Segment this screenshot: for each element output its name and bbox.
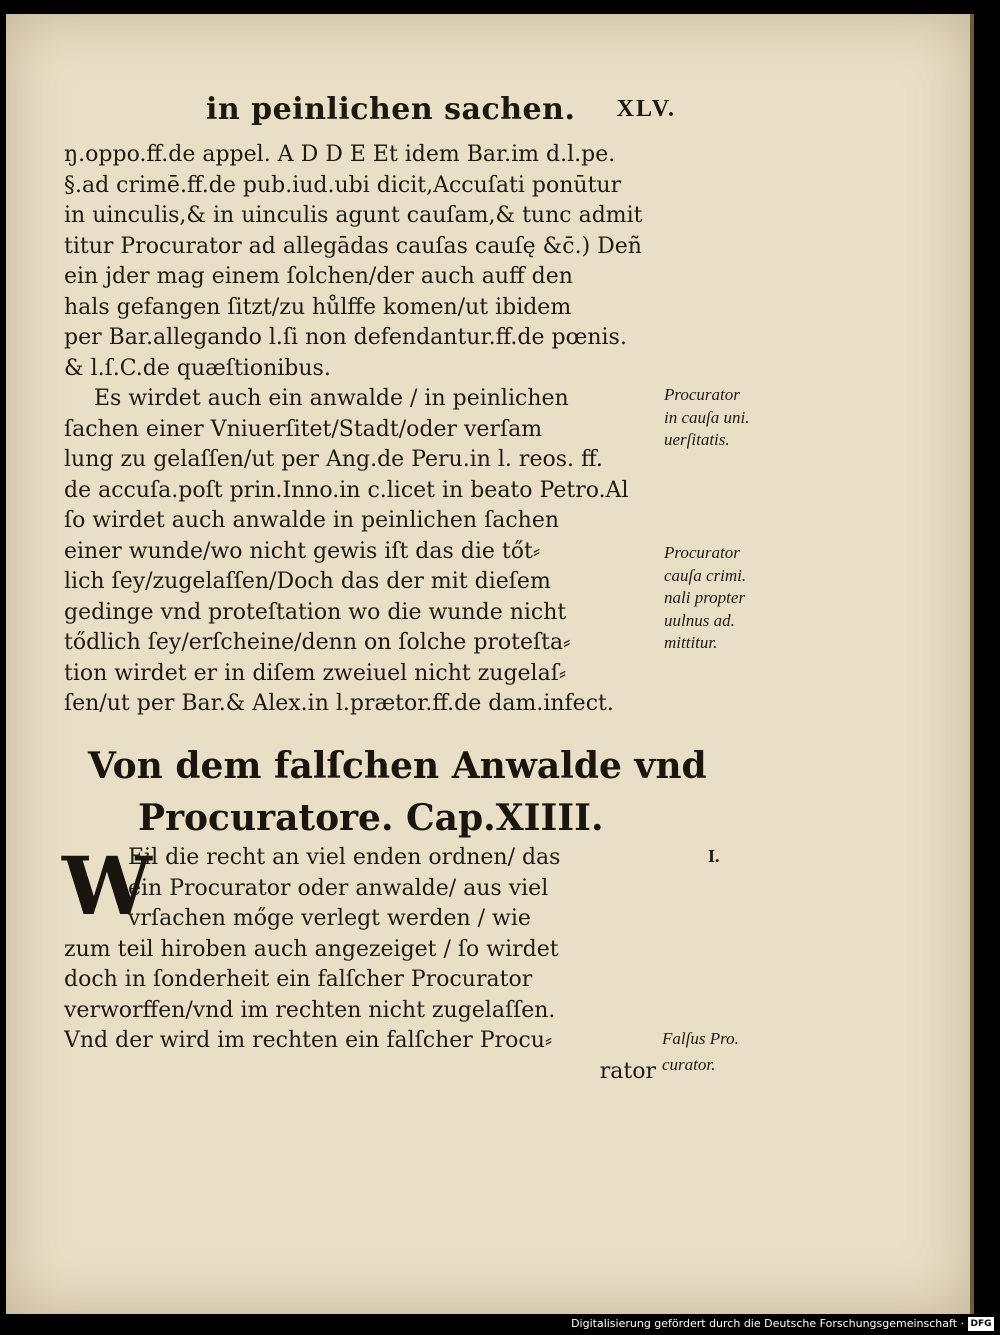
margin-note-line: uerſitatis. (664, 430, 730, 449)
margin-note-procurator-universitatis (664, 384, 794, 452)
text-line: verworffen/vnd im rechten nicht zugelaſſen. (64, 997, 556, 1023)
text-line: titur Procurator ad allegādas cauſas cauſę &c̄.) Deñ (64, 233, 642, 259)
chapter-heading-line: Von dem falſchen Anwalde vnd (88, 745, 707, 787)
margin-note-line: nali propter (664, 588, 746, 607)
margin-note-line: Falſus Pro. (662, 1029, 739, 1048)
text-line: lung zu gelaſſen/ut per Ang.de Peru.in l. reos. ff. (64, 447, 603, 472)
margin-note-falsus-procurator (662, 1026, 792, 1078)
text-line: de accuſa.poſt prin.Inno.in c.licet in beato Petro.Al (64, 477, 629, 503)
text-line: gedinge vnd proteſtation wo die wunde nicht (64, 599, 567, 625)
text-line: §.ad crimē.ff.de pub.iud.ubi dicit,Accuſati ponūtur (64, 172, 622, 198)
text-line: per Bar.allegando l.ſi non defendantur.ff.de pœnis. (64, 325, 627, 350)
margin-note-line: curator. (662, 1055, 716, 1074)
page-header (206, 92, 676, 132)
text-line: ſachen einer Vniuerſitet/Stadt/oder verſam (64, 416, 543, 442)
margin-note-line: Procurator (664, 385, 740, 404)
footer-bar (0, 1314, 1000, 1335)
drop-cap: W (62, 839, 152, 933)
text-line: Es wirdet auch ein anwalde / in peinlichen (94, 386, 569, 411)
text-line: lich ſey/zugelaſſen/Doch das der mit dieſem (64, 569, 551, 594)
margin-note-line: cauſa crimi. (664, 565, 747, 585)
text-line: doch in ſonderheit ein falſcher Procurator (64, 967, 533, 992)
margin-note-line: Procurator (664, 543, 740, 562)
text-line: Vnd der wird im rechten ein falſcher Procu⸗ (64, 1028, 553, 1053)
chapter-text (62, 839, 664, 1087)
footer-credit: Digitalisierung gefördert durch die Deutsche Forschungsgemeinschaft · (571, 1317, 964, 1330)
margin-note-procurator-vulnus (664, 542, 794, 655)
running-title: in peinlichen sachen. (206, 92, 576, 127)
text-line: vrſachen mőge verlegt werden / wie (128, 906, 531, 931)
chapter-heading (88, 740, 707, 844)
text-line: einer wunde/wo nicht gewis iſt das die tőt⸗ (64, 538, 541, 564)
text-line: ein Procurator oder anwalde/ aus viel (128, 875, 549, 901)
text-line: ein jder mag einem ſolchen/der auch auff den (64, 264, 573, 289)
margin-note-line: uulnus ad. (664, 610, 735, 630)
folio-number: XLV. (616, 96, 676, 122)
text-line: hals gefangen ſitzt/zu hůlffe komen/ut ibidem (64, 294, 572, 320)
page-edge (970, 14, 974, 1314)
text-line: ſen/ut per Bar.& Alex.in l.prætor.ff.de dam.infect. (64, 691, 614, 716)
body-text (64, 140, 684, 720)
text-line: tődlich ſey/erſcheine/denn on ſolche proteſta⸗ (64, 630, 571, 655)
margin-note-line: mittitur. (664, 633, 718, 652)
text-line: Eil die recht an viel enden ordnen/ das (128, 845, 561, 870)
text-line: ſo wirdet auch anwalde in peinlichen ſachen (64, 508, 560, 533)
text-line: in uinculis,& in uinculis agunt cauſam,& tunc admit (64, 203, 643, 228)
dfg-logo-icon: DFG (968, 1317, 994, 1331)
text-line: ŋ.oppo.ff.de appel. A D D E Et idem Bar.im d.l.pe. (64, 142, 616, 167)
text-line: tion wirdet er in diſem zweiuel nicht zugelaſ⸗ (64, 660, 567, 686)
margin-note-line: in cauſa uni. (664, 407, 750, 427)
text-line: zum teil hiroben auch angezeiget / ſo wirdet (64, 936, 559, 962)
section-number: I. (708, 846, 720, 866)
chapter-heading-line: Procuratore. Cap.XIIII. (138, 797, 604, 839)
text-line: rator (599, 1058, 656, 1084)
text-line: & l.ſ.C.de quæſtionibus. (64, 355, 331, 381)
